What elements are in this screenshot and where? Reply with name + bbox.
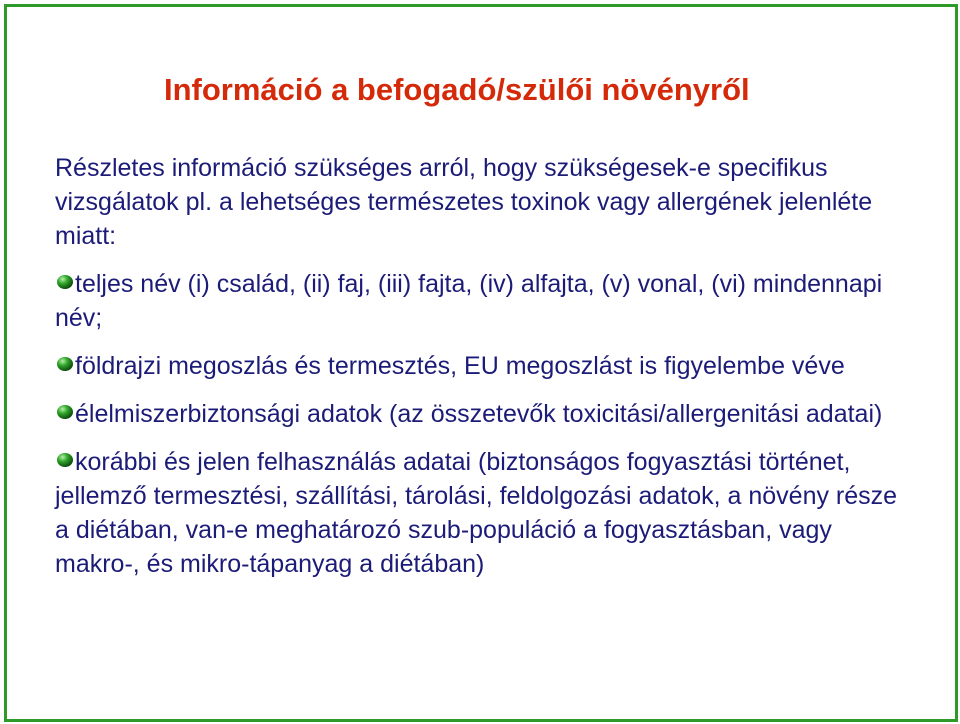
list-item (55, 349, 905, 383)
bullet-list (55, 267, 905, 581)
bullet-text: korábbi és jelen felhasználás adatai (biztonságos fogyasztási történet, jellemző termesztési, szállítási, tárolási, feldolgozási adatok, a növény része a diétában, van-e meghatározó szub-populáció a fogyasztásban, vagy makro-, és mikro-tápanyag a diétában) (55, 448, 898, 578)
intro-paragraph: Részletes információ szükséges arról, hogy szükségesek-e specifikus vizsgálatok pl. a lehetséges természetes toxinok vagy allergének jelenléte miatt: (55, 154, 873, 250)
list-item (55, 397, 905, 431)
bullet-text: élelmiszerbiztonsági adatok (az összetevők toxicitási/allergenitási adatai) (75, 400, 883, 428)
slide-body (55, 151, 905, 595)
green-sphere-icon (55, 355, 75, 373)
list-item (55, 445, 905, 581)
list-item (55, 267, 905, 335)
green-sphere-icon (55, 403, 75, 421)
green-sphere-icon (55, 451, 75, 469)
bullet-text: teljes név (i) család, (ii) faj, (iii) fajta, (iv) alfajta, (v) vonal, (vi) mindennapi név; (55, 270, 883, 332)
green-sphere-icon (55, 273, 75, 291)
slide-title: Információ a befogadó/szülői növényről (164, 72, 750, 107)
bullet-text: földrajzi megoszlás és termesztés, EU megoszlást is figyelembe véve (75, 352, 845, 380)
